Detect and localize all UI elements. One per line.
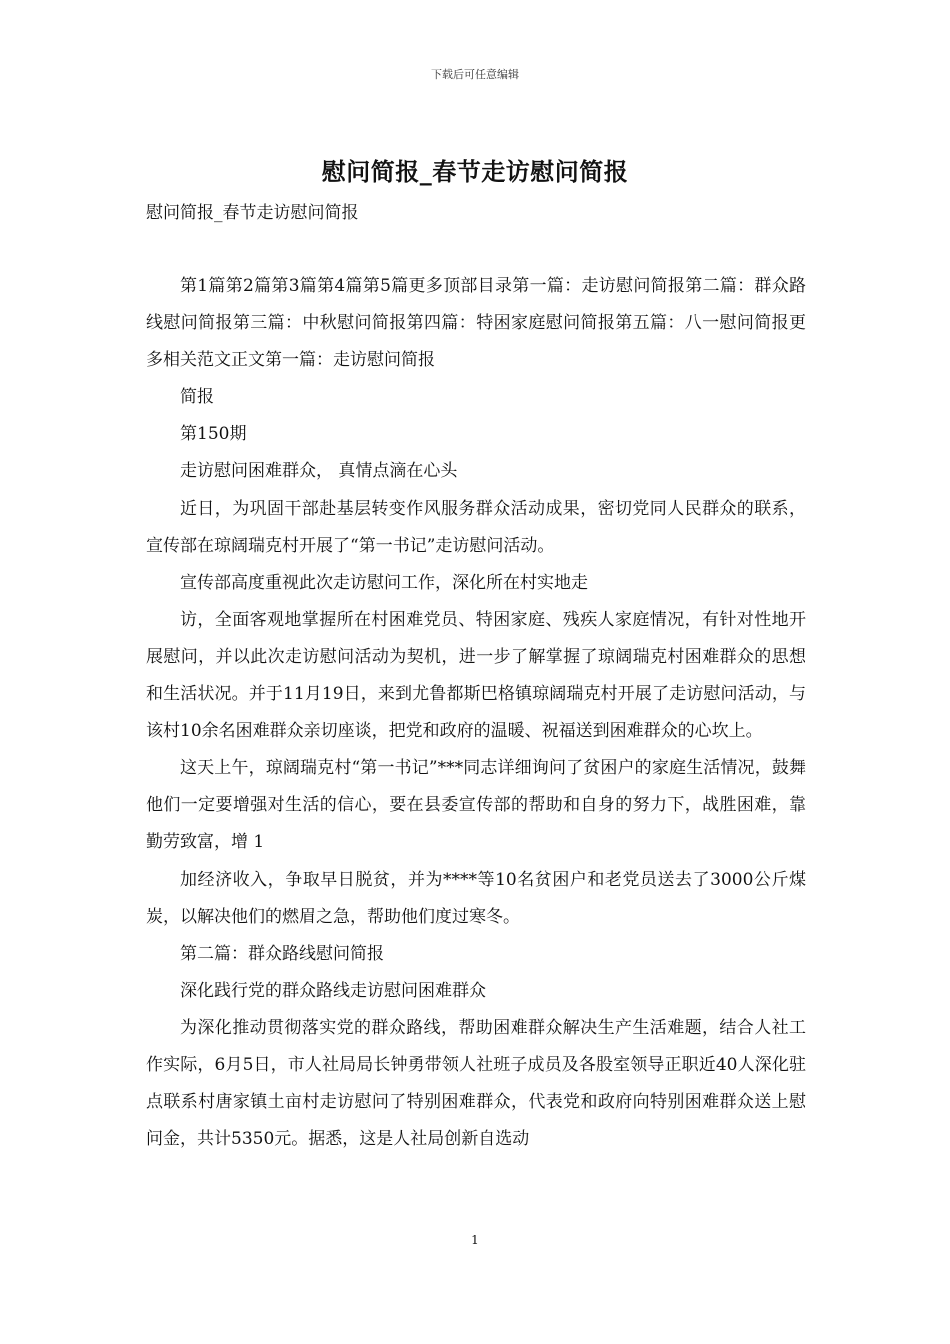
paragraph-headline: 走访慰问困难群众， 真情点滴在心头 [180, 461, 458, 482]
paragraph: 这天上午，琼阔瑞克村“第一书记”***同志详细询问了贫困户的家庭生活情况，鼓舞他们一定要增强对生活的信心，要在县委宣传部的帮助和自身的努力下，战胜困难，靠勤劳致富，增 1 [146, 758, 806, 853]
document-subtitle: 慰问简报_春节走访慰问简报 [146, 203, 359, 223]
paragraph: 近日，为巩固干部赴基层转变作风服务群众活动成果，密切党同人民群众的联系，宣传部在琼阔瑞克村开展了“第一书记”走访慰问活动。 [146, 498, 806, 556]
paragraph-section-heading: 第二篇：群众路线慰问简报 [180, 943, 384, 964]
paragraph: 宣传部高度重视此次走访慰问工作，深化所在村实地走 [180, 572, 588, 593]
header-note: 下载后可任意编辑 [431, 68, 519, 81]
page-number: 1 [471, 1233, 479, 1247]
paragraph-toc: 第1篇第2篇第3篇第4篇第5篇更多顶部目录第一篇：走访慰问简报第二篇：群众路线慰问简报第三篇：中秋慰问简报第四篇：特困家庭慰问简报第五篇：八一慰问简报更多相关范文正文第一篇：走访慰问简报 [146, 276, 806, 371]
paragraph: 访，全面客观地掌握所在村困难党员、特困家庭、残疾人家庭情况，有针对性地开展慰问，并以此次走访慰问活动为契机，进一步了解掌握了琼阔瑞克村困难群众的思想和生活状况。并于11月19日，来到尤鲁都斯巴格镇琼阔瑞克村开展了走访慰问活动，与该村10余名困难群众亲切座谈，把党和政府的温暖、祝福送到困难群众的心坎上。 [146, 609, 806, 742]
paragraph: 加经济收入，争取早日脱贫，并为****等10名贫困户和老党员送去了3000公斤煤炭，以解决他们的燃眉之急，帮助他们度过寒冬。 [146, 869, 806, 927]
paragraph-issue-number: 第150期 [180, 424, 247, 445]
paragraph: 为深化推动贯彻落实党的群众路线，帮助困难群众解决生产生活难题，结合人社工作实际，6月5日，市人社局局长钟勇带领人社班子成员及各股室领导正职近40人深化驻点联系村唐家镇土亩村走访慰问了特别困难群众，代表党和政府向特别困难群众送上慰问金，共计5350元。据悉，这是人社局创新自选动 [146, 1017, 806, 1150]
paragraph-label-bulletin: 简报 [180, 387, 214, 408]
document-title: 慰问简报_春节走访慰问简报 [321, 157, 629, 186]
document-body [146, 268, 806, 1158]
paragraph-section-subheading: 深化践行党的群众路线走访慰问困难群众 [180, 980, 486, 1001]
